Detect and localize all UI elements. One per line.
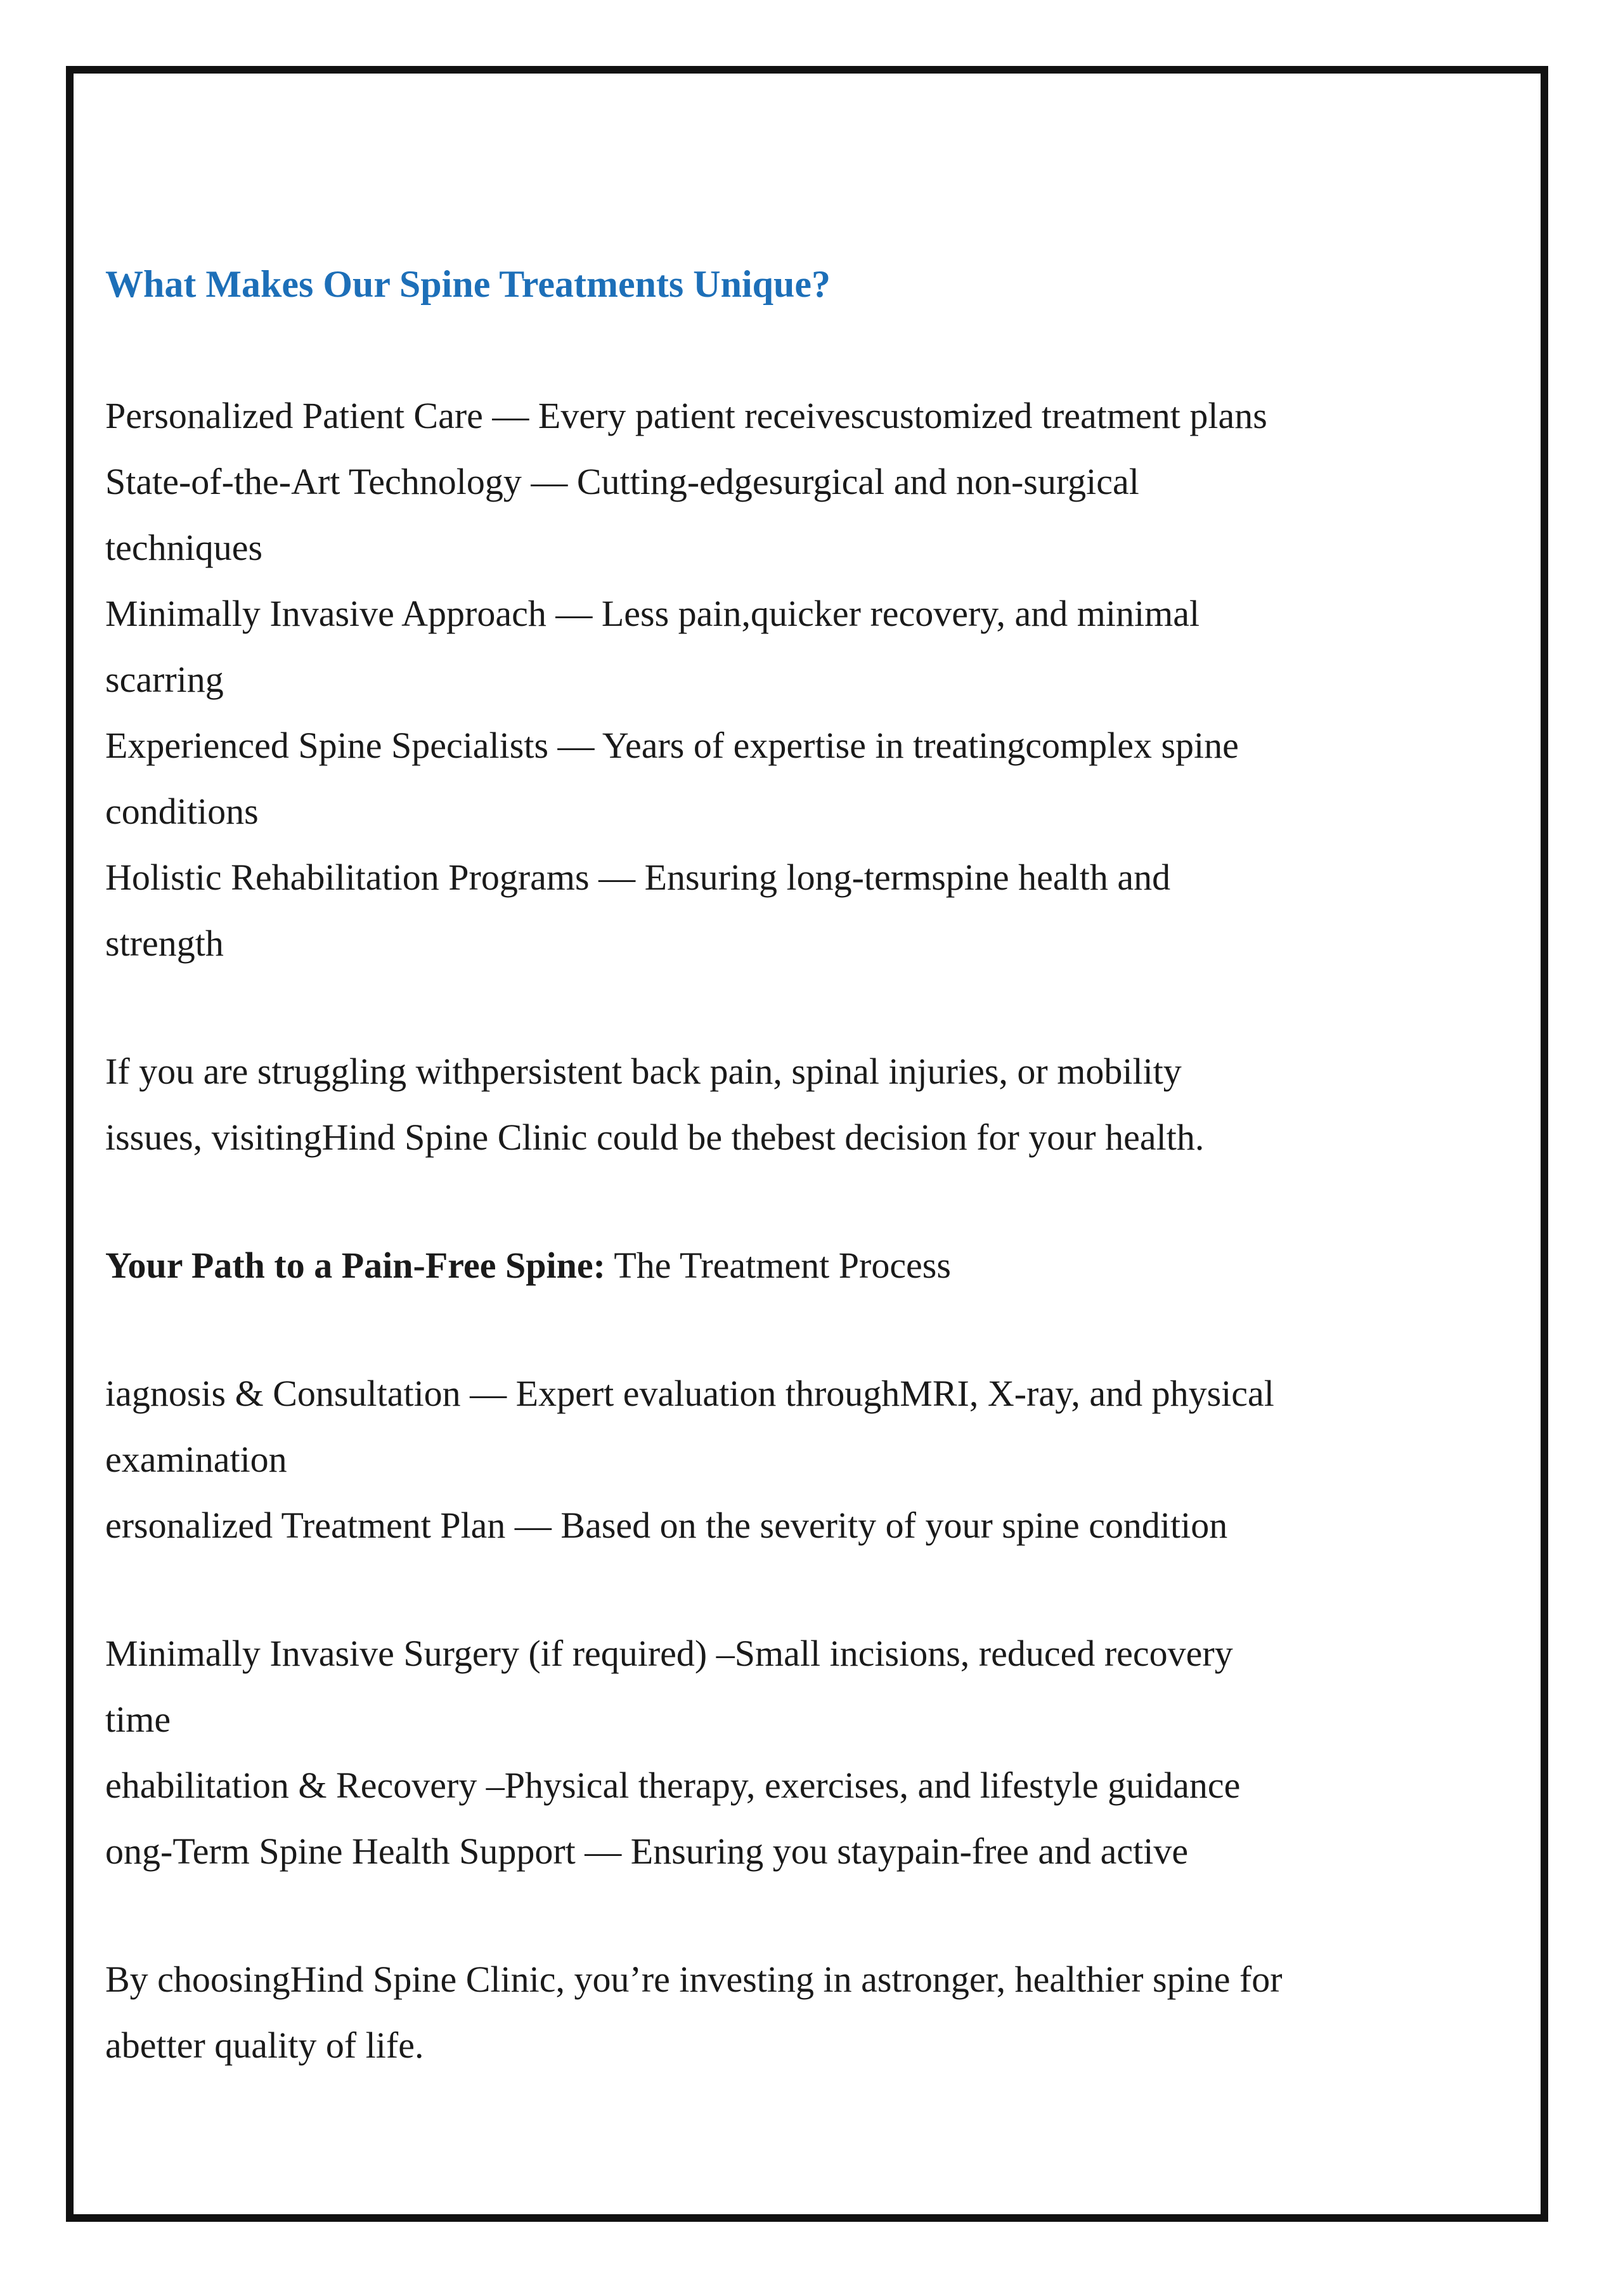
list-item: time — [105, 1699, 171, 1740]
list-item: ong-Term Spine Health Support — Ensuring you staypain-free and active — [105, 1831, 1189, 1872]
paragraph-line: abetter quality of life. — [105, 2025, 424, 2066]
paragraph-line: If you are struggling withpersistent back pain, spinal injuries, or mobility — [105, 1051, 1182, 1092]
document-content — [105, 251, 1494, 2079]
list-item: strength — [105, 923, 224, 964]
list-item: Minimally Invasive Surgery (if required) –Small incisions, reduced recovery — [105, 1633, 1233, 1674]
process-steps-a — [105, 1361, 1494, 1559]
list-item: Personalized Patient Care — Every patient receivescustomized treatment plans — [105, 395, 1267, 436]
closing-paragraph — [105, 1947, 1494, 2079]
list-item: Minimally Invasive Approach — Less pain,quicker recovery, and minimal — [105, 593, 1200, 634]
list-item: scarring — [105, 659, 224, 700]
list-item: ehabilitation & Recovery –Physical therapy, exercises, and lifestyle guidance — [105, 1765, 1241, 1806]
list-item: Experienced Spine Specialists — Years of expertise in treatingcomplex spine — [105, 725, 1239, 766]
list-item: examination — [105, 1439, 287, 1480]
list-item: conditions — [105, 791, 259, 832]
list-item: State-of-the-Art Technology — Cutting-edgesurgical and non-surgical — [105, 461, 1139, 502]
struggle-paragraph — [105, 1039, 1494, 1171]
list-item: Holistic Rehabilitation Programs — Ensuring long-termspine health and — [105, 857, 1171, 898]
list-item: ersonalized Treatment Plan — Based on the severity of your spine condition — [105, 1505, 1228, 1546]
path-heading-normal: The Treatment Process — [605, 1245, 951, 1286]
list-item: iagnosis & Consultation — Expert evaluation throughMRI, X-ray, and physical — [105, 1373, 1274, 1414]
paragraph-line: issues, visitingHind Spine Clinic could be thebest decision for your health. — [105, 1117, 1205, 1158]
page-frame — [66, 66, 1548, 2222]
process-steps-b — [105, 1621, 1494, 1884]
section-heading: What Makes Our Spine Treatments Unique? — [105, 263, 831, 305]
unique-features-list — [105, 383, 1494, 976]
list-item: techniques — [105, 527, 263, 568]
paragraph-line: By choosingHind Spine Clinic, you’re investing in astronger, healthier spine for — [105, 1959, 1283, 2000]
path-heading — [105, 1233, 1494, 1299]
path-heading-bold: Your Path to a Pain-Free Spine: — [105, 1245, 605, 1286]
